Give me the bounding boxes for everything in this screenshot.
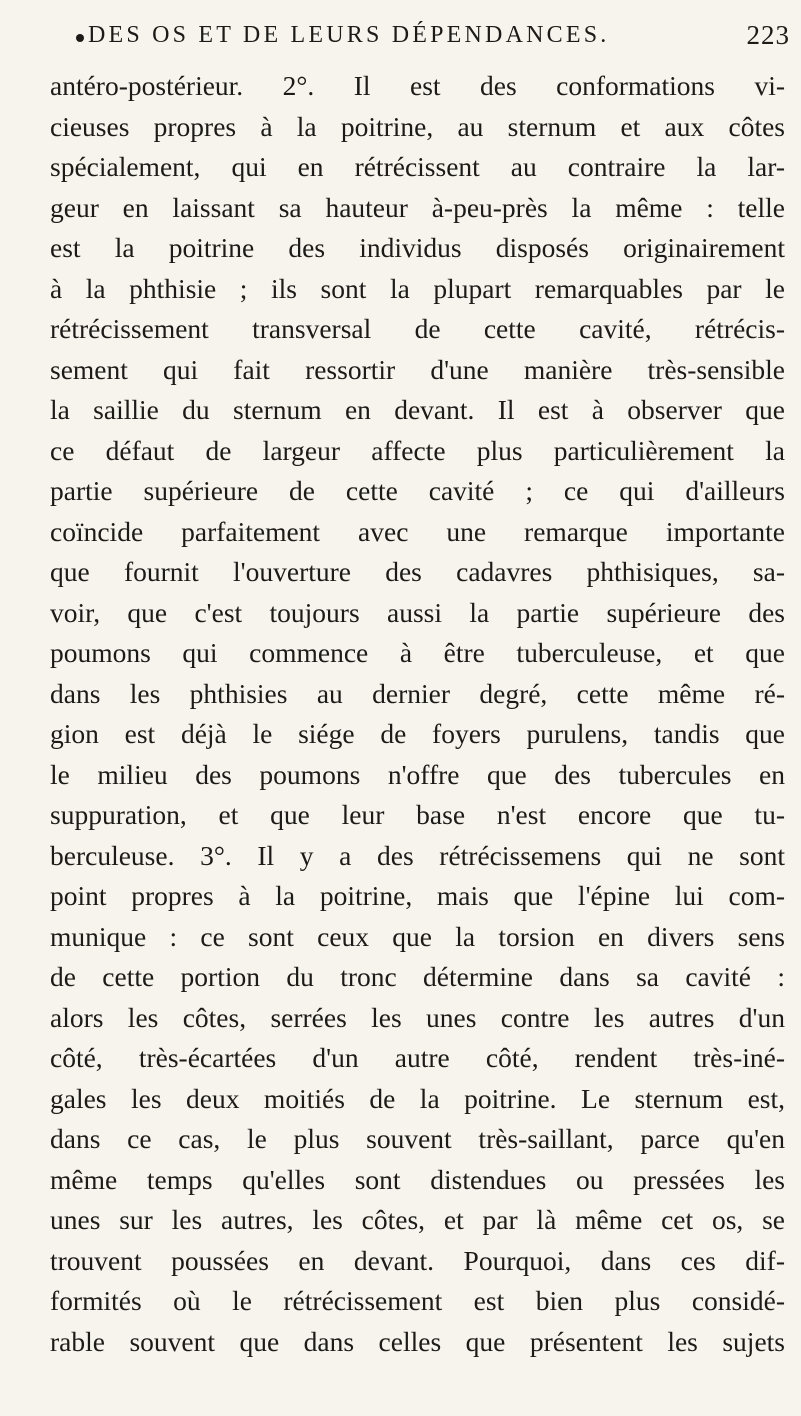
- text-line: suppuration, et que leur base n'est encore que tu-: [50, 799, 785, 830]
- text-line: antéro-postérieur. 2°. Il est des conformations vi-: [50, 70, 785, 101]
- text-line: partie supérieure de cette cavité ; ce qui d'ailleurs: [50, 475, 785, 506]
- text-line: sement qui fait ressortir d'une manière très-sensible: [50, 353, 785, 385]
- text-line: ce défaut de largeur affecte plus particulièrement la: [50, 434, 785, 466]
- text-line: dans ce cas, le plus souvent très-saillant, parce qu'en: [50, 1123, 785, 1154]
- text-line: est la poitrine des individus disposés originairement: [50, 232, 785, 263]
- text-line: formités où le rétrécissement est bien plus considé-: [50, 1285, 785, 1316]
- text-line: côté, très-écartées d'un autre côté, rendent très-iné-: [50, 1042, 785, 1073]
- text-line: poumons qui commence à être tuberculeuse, et que: [50, 637, 785, 668]
- text-line: le milieu des poumons n'offre que des tubercules en: [50, 758, 785, 790]
- text-line: berculeuse. 3°. Il y a des rétrécissemens qui ne sont: [50, 839, 785, 871]
- text-line: point propres à la poitrine, mais que l'épine lui com-: [50, 880, 785, 911]
- text-line: cieuses propres à la poitrine, au sternum et aux côtes: [50, 110, 785, 142]
- text-line: trouvent poussées en devant. Pourquoi, dans ces dif-: [50, 1244, 785, 1276]
- text-line: spécialement, qui en rétrécissent au contraire la lar-: [50, 151, 785, 182]
- bullet-mark: [76, 34, 84, 42]
- page-number: 223: [746, 20, 790, 50]
- running-title: DES OS ET DE LEURS DÉPENDANCES.: [88, 22, 610, 48]
- body-text: [50, 66, 785, 1362]
- text-line: dans les phthisies au dernier degré, cette même ré-: [50, 677, 785, 709]
- text-line: de cette portion du tronc détermine dans sa cavité :: [50, 961, 785, 992]
- text-line: à la phthisie ; ils sont la plupart remarquables par le: [50, 272, 785, 304]
- text-line: rable souvent que dans celles que présentent les sujets: [50, 1325, 785, 1357]
- text-line: la saillie du sternum en devant. Il est à observer que: [50, 394, 785, 425]
- text-line: gales les deux moitiés de la poitrine. Le sternum est,: [50, 1082, 785, 1114]
- text-line: que fournit l'ouverture des cadavres phthisiques, sa-: [50, 556, 785, 587]
- text-line: munique : ce sont ceux que la torsion en divers sens: [50, 920, 785, 952]
- running-head: [60, 18, 790, 62]
- text-line: geur en laissant sa hauteur à-peu-près la même : telle: [50, 191, 785, 223]
- text-line: coïncide parfaitement avec une remarque importante: [50, 515, 785, 547]
- text-line: alors les côtes, serrées les unes contre les autres d'un: [50, 1001, 785, 1033]
- text-line: même temps qu'elles sont distendues ou pressées les: [50, 1163, 785, 1195]
- text-line: gion est déjà le siége de foyers purulens, tandis que: [50, 718, 785, 749]
- text-line: unes sur les autres, les côtes, et par là même cet os, se: [50, 1204, 785, 1235]
- text-line: rétrécissement transversal de cette cavité, rétrécis-: [50, 313, 785, 344]
- text-line: voir, que c'est toujours aussi la partie supérieure des: [50, 596, 785, 628]
